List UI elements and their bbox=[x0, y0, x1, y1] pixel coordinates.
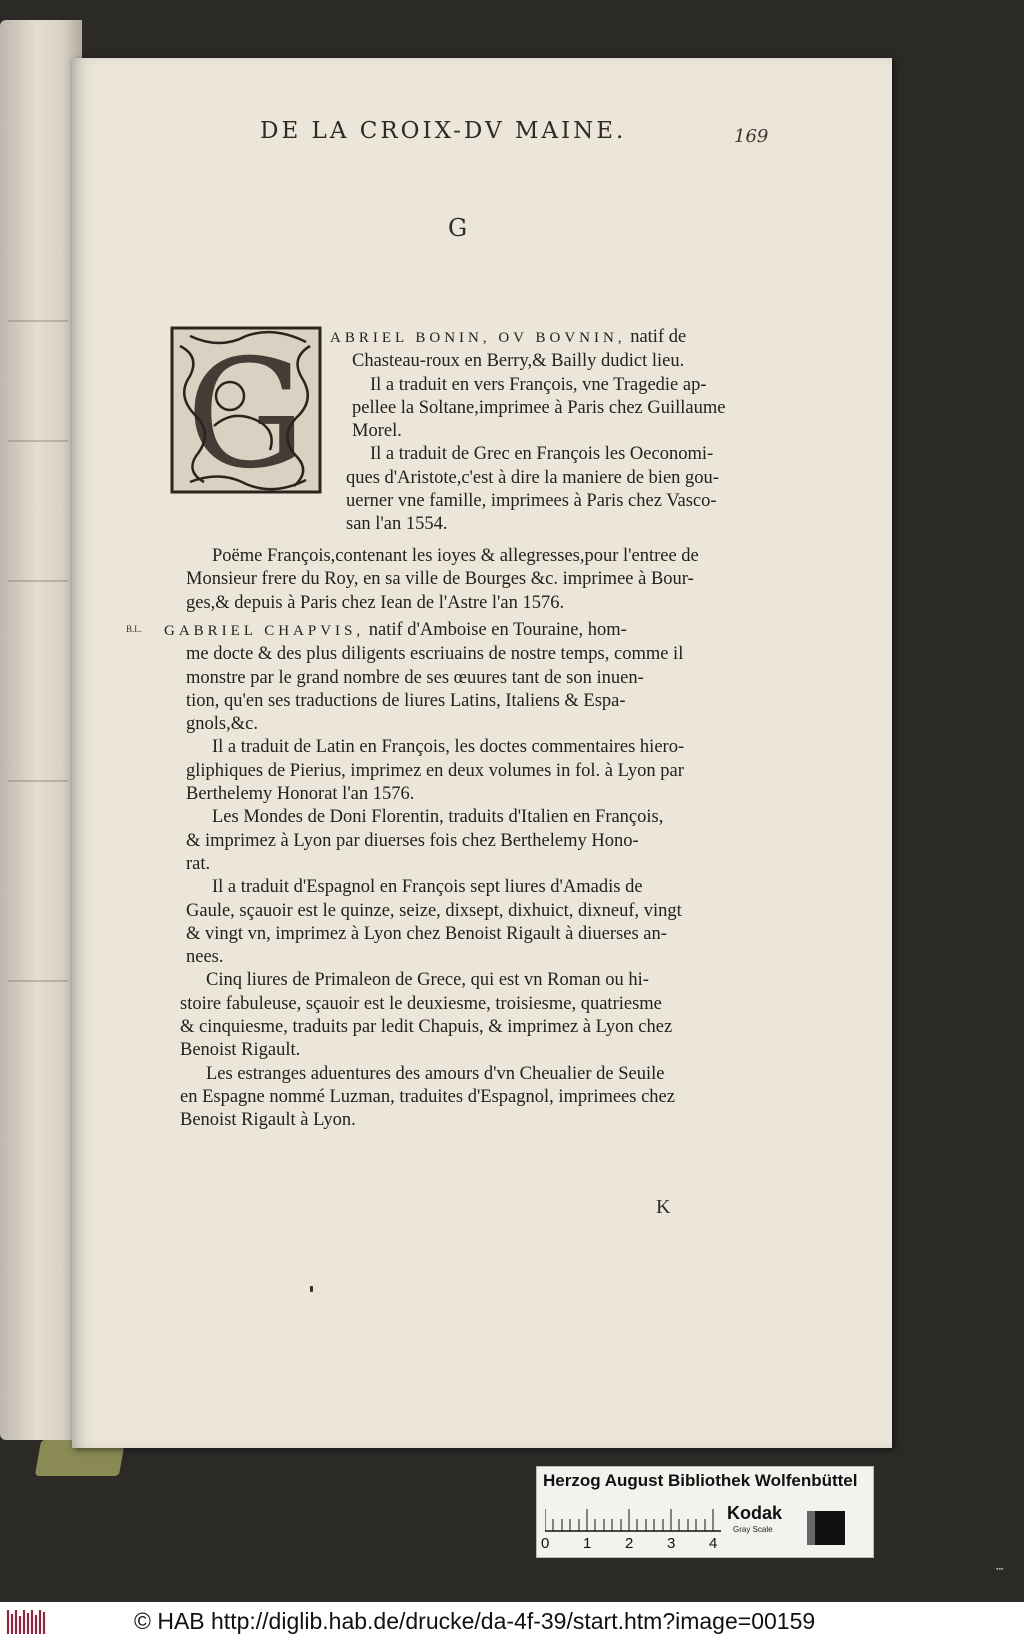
text-line: ques d'Aristote,c'est à dire la maniere de bien gou- bbox=[346, 467, 719, 488]
ruler-scale-icon bbox=[545, 1503, 721, 1533]
entry-bonin-poeme bbox=[186, 545, 764, 615]
text-line: Monsieur frere du Roy, en sa ville de Bourges &c. imprimee à Bour- bbox=[186, 569, 694, 590]
scale-number: 0 bbox=[541, 1535, 550, 1552]
text-line: Il a traduit de Latin en François, les doctes commentaires hiero- bbox=[212, 737, 685, 758]
text-line: Il a traduit d'Espagnol en François sept liures d'Amadis de bbox=[212, 877, 643, 898]
text-line: Il a traduit de Grec en François les Oeconomi- bbox=[370, 444, 714, 465]
text-line: Benoist Rigault. bbox=[180, 1040, 301, 1061]
text-line: Cinq liures de Primaleon de Grece, qui est vn Roman ou hi- bbox=[206, 970, 649, 991]
text-line: stoire fabuleuse, sçauoir est le deuxiesme, troisiesme, quatriesme bbox=[180, 993, 662, 1014]
decorated-initial-g-icon bbox=[170, 326, 322, 494]
scale-number: 2 bbox=[625, 1535, 634, 1552]
text-line: Poëme François,contenant les ioyes & allegresses,pour l'entree de bbox=[212, 546, 699, 566]
text-line: Berthelemy Honorat l'an 1576. bbox=[186, 784, 415, 805]
facing-page-edge bbox=[0, 20, 82, 1440]
show-through-line bbox=[8, 320, 68, 322]
scale-number: 4 bbox=[709, 1535, 718, 1552]
gray-patch bbox=[807, 1511, 845, 1545]
text-line: Les Mondes de Doni Florentin, traduits d'Italien en François, bbox=[212, 807, 664, 828]
scale-number: 3 bbox=[667, 1535, 676, 1552]
text-line: & cinquiesme, traduits par ledit Chapuis, & imprimez à Lyon chez bbox=[180, 1017, 673, 1038]
section-letter: G bbox=[448, 214, 468, 242]
copyright-url: © HAB http://diglib.hab.de/drucke/da-4f-39/start.htm?image=00159 bbox=[134, 1608, 816, 1634]
text-line: Gaule, sçauoir est le quinze, seize, dixsept, dixhuict, dixneuf, vingt bbox=[186, 900, 682, 921]
text-line: tion, qu'en ses traductions de liures Latins, Italiens & Espa- bbox=[186, 690, 626, 711]
text-line: ges,& depuis à Paris chez Iean de l'Astre l'an 1576. bbox=[186, 592, 565, 613]
text-line: uerner vne famille, imprimees à Paris chez Vasco- bbox=[346, 491, 717, 512]
text-line: & imprimez à Lyon par diuerses fois chez Berthelemy Hono- bbox=[186, 830, 639, 851]
text-line: me docte & des plus diligents escriuains de nostre temps, comme il bbox=[186, 644, 684, 665]
signature-mark: K bbox=[656, 1196, 671, 1218]
show-through-line bbox=[8, 580, 68, 582]
hab-barcode-logo-icon bbox=[6, 1608, 46, 1636]
entry-gabriel-bonin-opening bbox=[330, 326, 764, 537]
show-through-line bbox=[8, 440, 68, 442]
card-title: Herzog August Bibliothek Wolfenbüttel bbox=[543, 1471, 858, 1490]
text-line: Il a traduit en vers François, vne Tragedie ap- bbox=[370, 374, 707, 395]
ink-speck bbox=[310, 1286, 313, 1292]
scan-mark: ▪▪▪ bbox=[996, 1566, 1004, 1573]
text-line: en Espagne nommé Luzman, traduites d'Espagnol, imprimees chez bbox=[180, 1086, 675, 1107]
text-line: pellee la Soltane,imprimee à Paris chez Guillaume bbox=[352, 397, 726, 418]
author-name-bonin: ABRIEL BONIN, OV BOVNIN, bbox=[330, 330, 626, 346]
entry-gabriel-chapuis bbox=[164, 619, 764, 1133]
page-number: 169 bbox=[734, 126, 769, 147]
text-line: monstre par le grand nombre de ses œuures tant de son inuen- bbox=[186, 667, 644, 688]
text-line: Benoist Rigault à Lyon. bbox=[180, 1110, 356, 1131]
gray-scale-label: Gray Scale bbox=[733, 1525, 773, 1534]
marginal-note: B.L. bbox=[126, 624, 143, 634]
color-calibration-card bbox=[536, 1466, 874, 1558]
text-line: san l'an 1554. bbox=[346, 514, 448, 535]
running-head: DE LA CROIX-DV MAINE. bbox=[260, 118, 627, 144]
text-line: nees. bbox=[186, 947, 224, 968]
text-line: & vingt vn, imprimez à Lyon chez Benoist Rigault à diuerses an- bbox=[186, 923, 667, 944]
svg-text:G: G bbox=[186, 328, 306, 494]
kodak-brand: Kodak bbox=[727, 1503, 783, 1523]
show-through-line bbox=[8, 980, 68, 982]
text-line: natif de bbox=[630, 327, 687, 347]
text-line: Les estranges aduentures des amours d'vn Cheualier de Seuile bbox=[206, 1063, 665, 1084]
footer-bar bbox=[0, 1602, 1024, 1640]
show-through-line bbox=[8, 780, 68, 782]
scale-number: 1 bbox=[583, 1535, 592, 1552]
text-line: gliphiques de Pierius, imprimez en deux volumes in fol. à Lyon par bbox=[186, 760, 684, 781]
text-line: rat. bbox=[186, 853, 211, 874]
author-name-chapuis: GABRIEL CHAPVIS, bbox=[164, 623, 365, 639]
text-line: Morel. bbox=[352, 421, 402, 442]
text-line: natif d'Amboise en Touraine, hom- bbox=[368, 620, 627, 640]
text-line: Chasteau-roux en Berry,& Bailly dudict lieu. bbox=[352, 351, 685, 372]
text-line: gnols,&c. bbox=[186, 714, 258, 735]
